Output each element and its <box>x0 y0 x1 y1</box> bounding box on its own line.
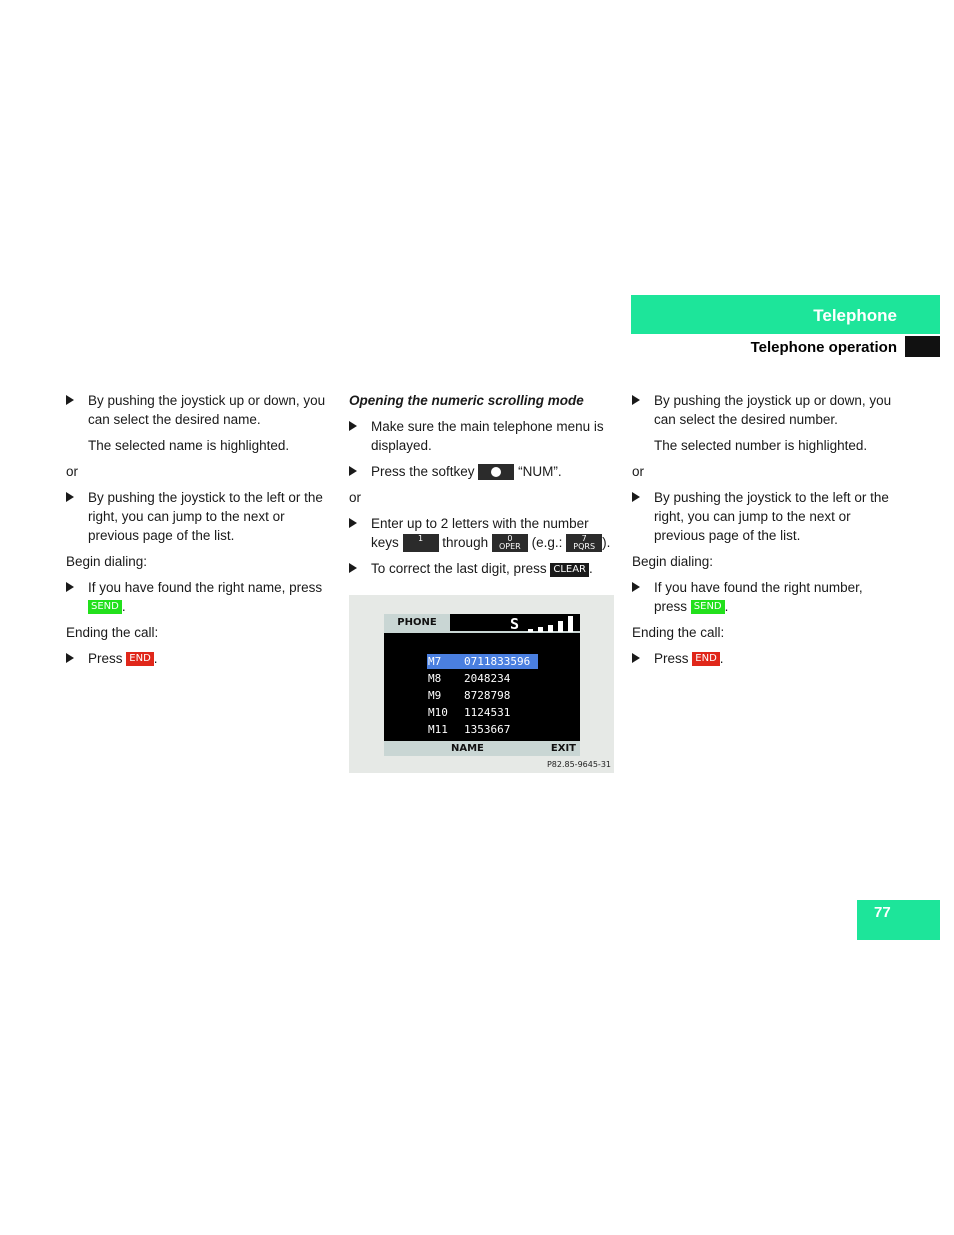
section-heading: Opening the numeric scrolling mode <box>349 393 584 408</box>
or-separator: or <box>66 464 79 479</box>
page-number: 77 <box>874 904 891 921</box>
instruction-item: Press the softkey “NUM”. <box>349 462 615 481</box>
send-key-icon: SEND <box>88 600 122 614</box>
instruction-item: To correct the last digit, press CLEAR . <box>349 559 615 578</box>
memory-row-selected: M7 0711833596 <box>427 654 538 669</box>
end-key-icon: END <box>126 652 154 666</box>
instruction-item: By pushing the joystick up or down, you can select the desired name. <box>66 391 332 429</box>
subheading-begin-dialing: Begin dialing: <box>66 554 148 569</box>
signal-bar <box>568 616 573 632</box>
or-separator: or <box>349 490 362 505</box>
signal-bar <box>558 621 563 632</box>
bullet-arrow-icon <box>349 518 357 528</box>
instruction-item: Press END . <box>632 649 898 668</box>
bullet-arrow-icon <box>349 466 357 476</box>
bullet-arrow-icon <box>66 582 74 592</box>
subsection-marker <box>905 336 940 357</box>
instruction-item: If you have found the right number, press SEND . <box>632 578 898 616</box>
softkey-icon <box>478 464 514 480</box>
bullet-arrow-icon <box>66 492 74 502</box>
subheading-begin-dialing: Begin dialing: <box>632 554 714 569</box>
section-header-bar <box>631 295 940 334</box>
send-key-icon: SEND <box>691 600 725 614</box>
key-1-icon: 1 <box>403 534 439 552</box>
end-key-icon: END <box>692 652 720 666</box>
bullet-arrow-icon <box>66 395 74 405</box>
bullet-arrow-icon <box>349 563 357 573</box>
instruction-item: Press END . <box>66 649 332 668</box>
memory-row: M10 1124531 <box>428 706 511 719</box>
bullet-arrow-icon <box>632 492 640 502</box>
softkey-dot-icon <box>491 467 501 477</box>
image-reference-code: P82.85-9645-31 <box>546 760 611 769</box>
signal-strength-icon <box>526 616 576 632</box>
instruction-item: By pushing the joystick to the left or the right, you can jump to the next or previous page of the list. <box>632 488 898 545</box>
memory-row: M9 8728798 <box>428 689 511 702</box>
subheading-ending-call: Ending the call: <box>632 625 725 640</box>
instruction-item: Make sure the main telephone menu is displayed. <box>349 417 615 455</box>
column-left <box>66 391 332 675</box>
instruction-item: By pushing the joystick to the left or the right, you can jump to the next or previous page of the list. <box>66 488 332 545</box>
signal-bar <box>548 625 553 632</box>
bullet-arrow-icon <box>632 653 640 663</box>
phone-display <box>384 614 580 756</box>
bullet-arrow-icon <box>632 395 640 405</box>
or-separator: or <box>632 464 645 479</box>
instruction-item: By pushing the joystick up or down, you can select the desired number. <box>632 391 898 429</box>
subsection-title: Telephone operation <box>750 339 897 356</box>
memory-row: M11 1353667 <box>428 723 511 736</box>
signal-bar <box>528 629 533 632</box>
result-note: The selected name is highlighted. <box>88 438 290 453</box>
section-title: Telephone <box>813 306 897 325</box>
instruction-item: If you have found the right name, press SEND . <box>66 578 332 616</box>
display-tab-phone: PHONE <box>384 614 450 633</box>
phone-display-illustration <box>349 595 614 773</box>
key-0-oper-icon: 0 OPER <box>492 534 528 552</box>
instruction-item: Enter up to 2 letters with the number keys 1 through 0 OPER (e.g.: 7 PQRS ). <box>349 514 615 552</box>
bullet-arrow-icon <box>349 421 357 431</box>
softkey-name-label: NAME <box>451 743 484 754</box>
memory-row: M8 2048234 <box>428 672 511 685</box>
signal-label: S <box>510 615 520 633</box>
column-middle <box>349 391 615 585</box>
subheading-ending-call: Ending the call: <box>66 625 159 640</box>
page-number-box <box>857 900 940 940</box>
column-right <box>632 391 898 675</box>
display-softkey-bar <box>384 741 580 756</box>
result-note: The selected number is highlighted. <box>654 438 868 453</box>
clear-key-icon: CLEAR <box>550 563 589 577</box>
signal-bar <box>538 627 543 632</box>
softkey-exit-label: EXIT <box>550 743 576 754</box>
bullet-arrow-icon <box>632 582 640 592</box>
key-7-pqrs-icon: 7 PQRS <box>566 534 602 552</box>
bullet-arrow-icon <box>66 653 74 663</box>
